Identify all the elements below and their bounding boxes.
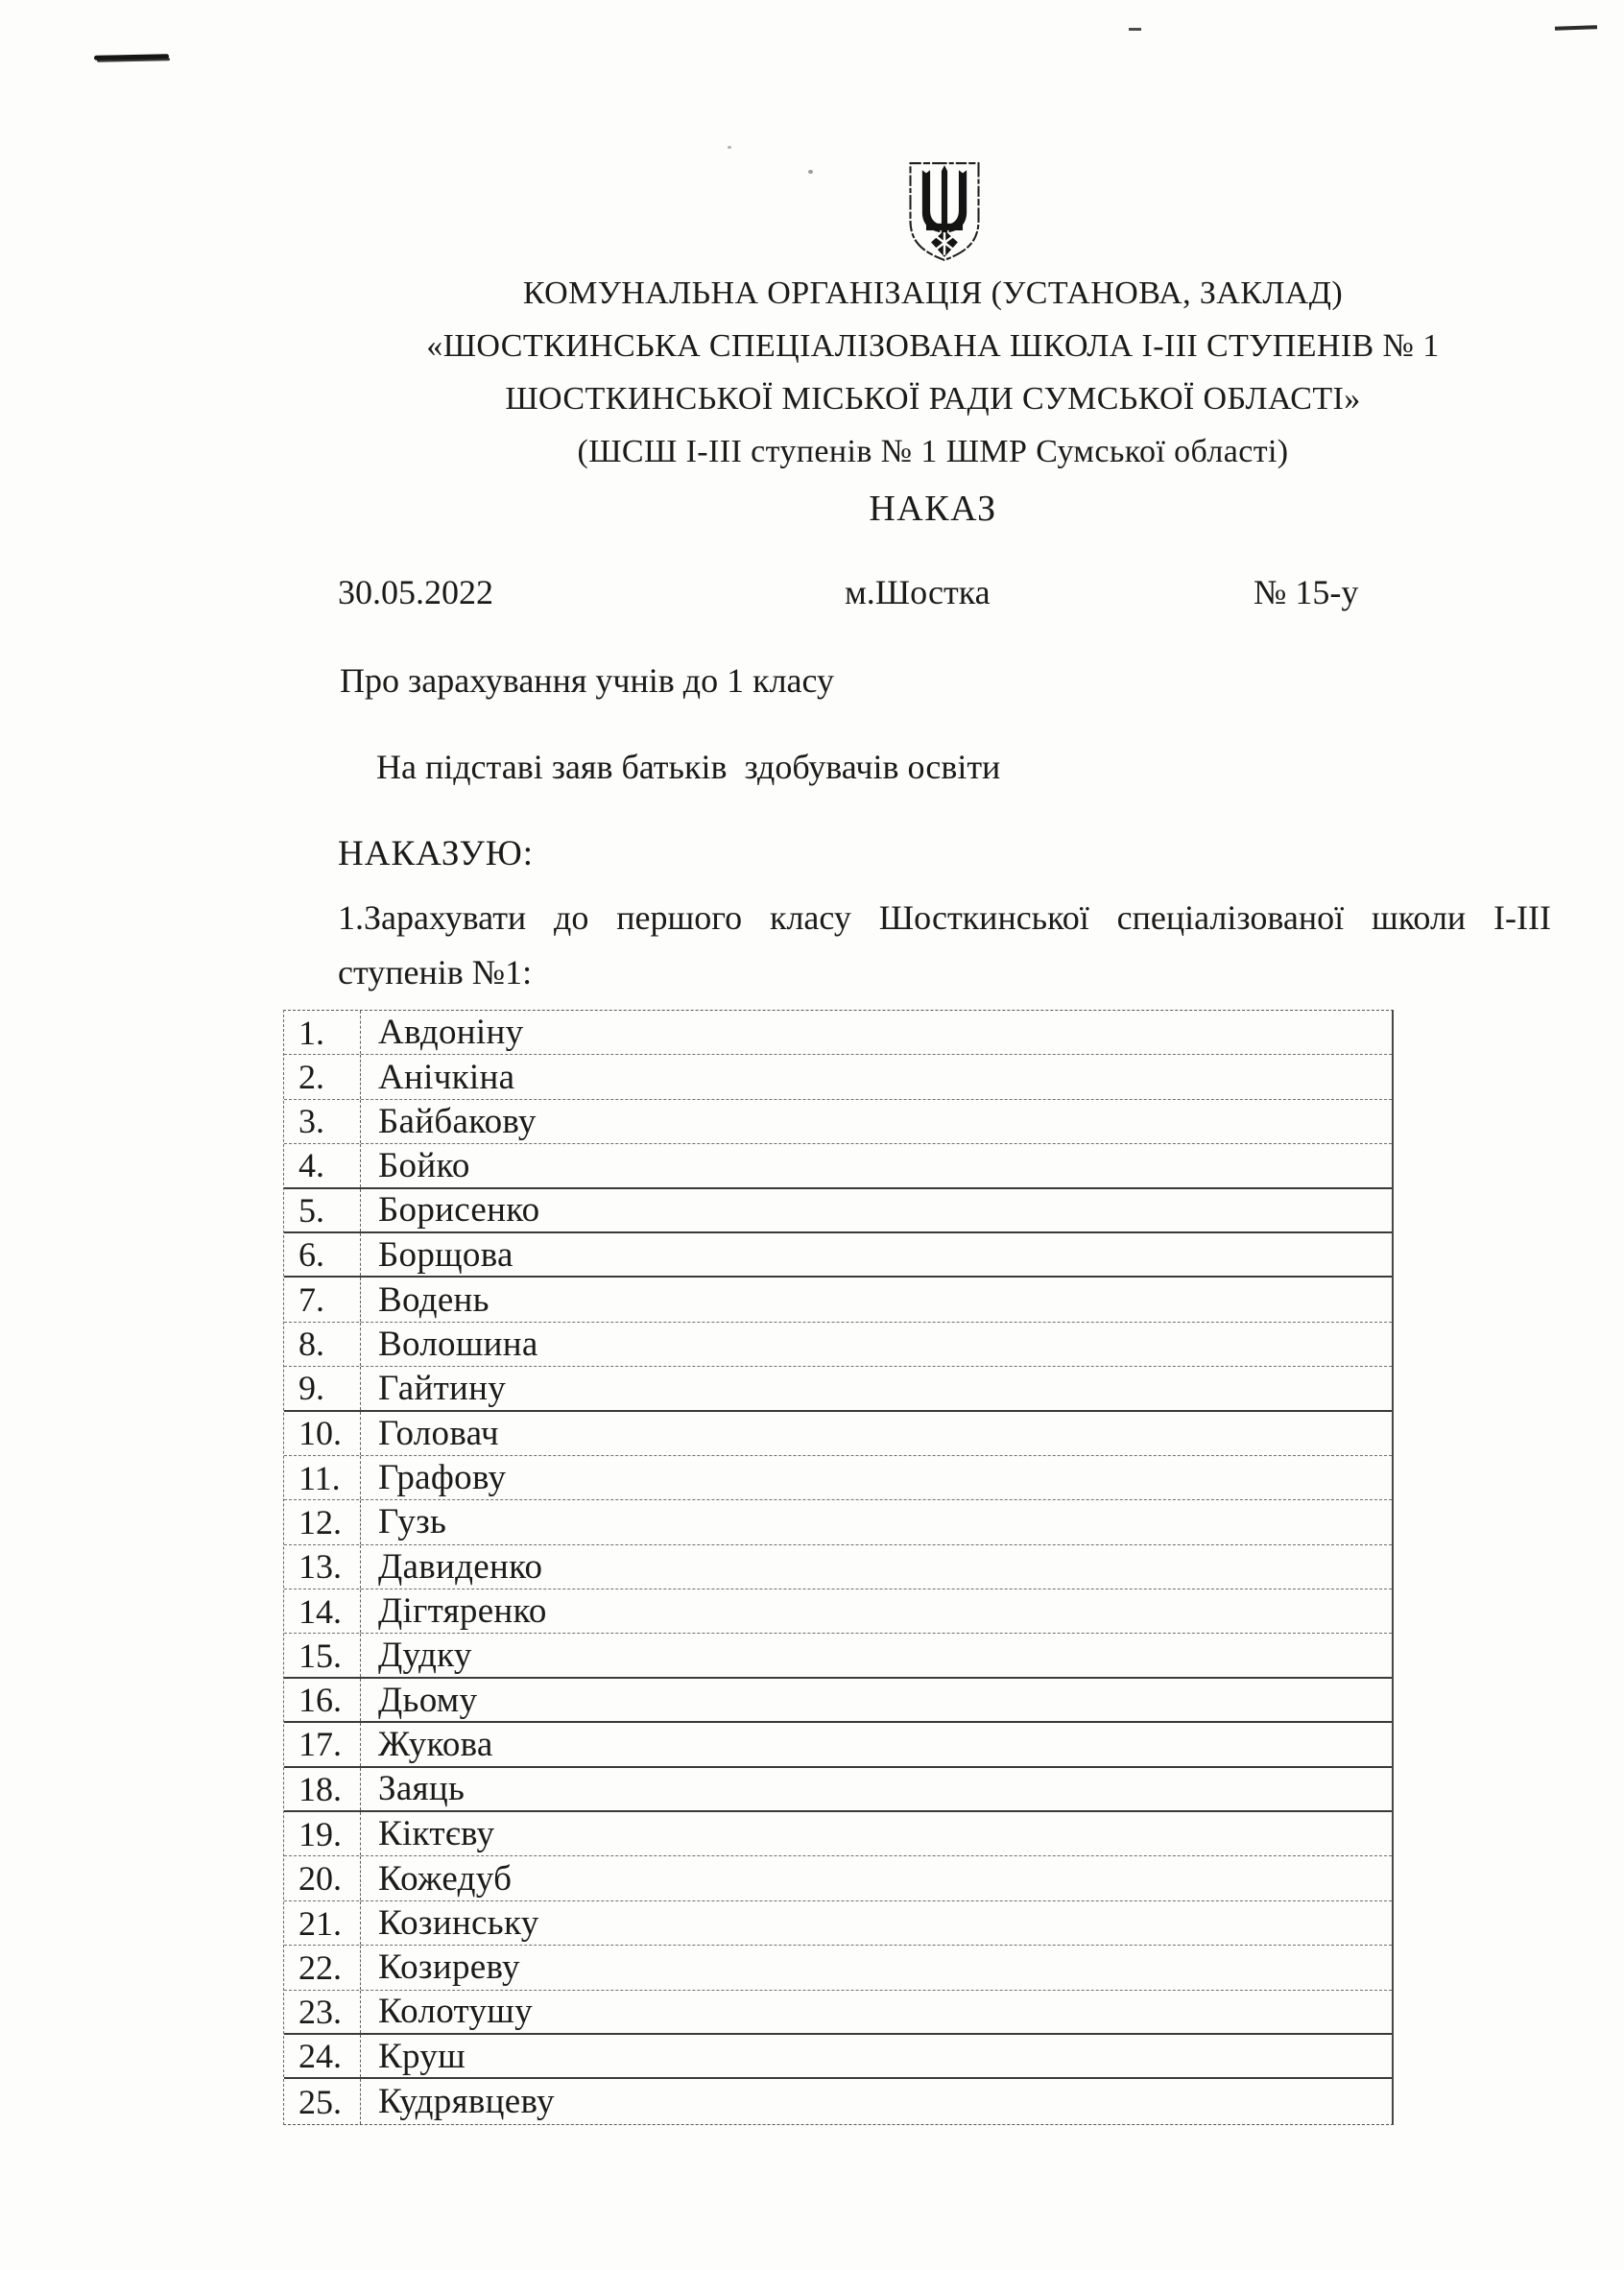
student-surname: Водень — [378, 1279, 490, 1320]
table-row — [284, 1500, 1392, 1544]
row-number: 11. — [284, 1456, 361, 1499]
row-number: 6. — [284, 1233, 361, 1276]
table-row — [284, 1011, 1392, 1055]
table-row — [284, 1144, 1392, 1188]
student-surname: Гузь — [378, 1502, 447, 1542]
row-number: 25. — [284, 2079, 361, 2123]
org-name-line1: КОМУНАЛЬНА ОРГАНІЗАЦІЯ (УСТАНОВА, ЗАКЛАД) — [522, 275, 1344, 311]
row-number: 7. — [284, 1278, 361, 1321]
ukraine-trident-emblem-icon — [906, 161, 983, 263]
row-number: 16. — [284, 1679, 361, 1721]
row-number: 14. — [284, 1589, 361, 1633]
student-surname: Заяць — [378, 1769, 466, 1809]
student-surname: Борщова — [378, 1234, 513, 1275]
table-row — [284, 1901, 1392, 1946]
table-row — [284, 2079, 1392, 2123]
table-row — [284, 1812, 1392, 1856]
student-surname: Дудку — [378, 1636, 472, 1676]
table-row — [284, 1634, 1392, 1678]
row-number: 15. — [284, 1634, 361, 1676]
organization-header — [251, 267, 1614, 478]
order-basis: На підставі заяв батьків здобувачів освіти — [376, 748, 1001, 786]
row-number: 8. — [284, 1323, 361, 1366]
row-number: 20. — [284, 1856, 361, 1900]
org-name-line4: (ШСШ І-ІІІ ступенів № 1 ШМР Сумської області) — [577, 434, 1289, 469]
student-surname: Дьому — [378, 1680, 478, 1720]
row-number: 5. — [284, 1189, 361, 1231]
student-surname: Козинську — [378, 1903, 539, 1943]
table-row — [284, 1189, 1392, 1233]
row-number: 4. — [284, 1144, 361, 1186]
row-number: 23. — [284, 1991, 361, 2033]
row-number: 17. — [284, 1723, 361, 1765]
table-row — [284, 1768, 1392, 1812]
table-row — [284, 1723, 1392, 1767]
order-resolution: НАКАЗУЮ: — [338, 834, 535, 873]
student-surname: Волошина — [378, 1324, 538, 1364]
table-row — [284, 1991, 1392, 2035]
order-date: 30.05.2022 — [338, 573, 493, 611]
student-surname: Давиденко — [378, 1546, 543, 1587]
table-row — [284, 1545, 1392, 1589]
students-table — [283, 1010, 1394, 2125]
student-surname: Авдоніну — [378, 1013, 524, 1053]
scan-artifact — [728, 146, 731, 149]
table-row — [284, 2035, 1392, 2079]
table-row — [284, 1456, 1392, 1500]
table-row — [284, 1323, 1392, 1367]
student-surname: Жукова — [378, 1724, 493, 1764]
row-number: 19. — [284, 1812, 361, 1855]
order-subject: Про зарахування учнів до 1 класу — [340, 661, 835, 700]
org-name-line2: «ШОСТКИНСЬКА СПЕЦІАЛІЗОВАНА ШКОЛА І-ІІІ СТУПЕНІВ № 1 — [426, 328, 1440, 364]
order-place: м.Шостка — [845, 573, 991, 611]
student-surname: Головач — [378, 1413, 499, 1453]
row-number: 10. — [284, 1412, 361, 1455]
table-row — [284, 1233, 1392, 1278]
table-row — [284, 1856, 1392, 1900]
document-type-title: НАКАЗ — [869, 489, 997, 529]
row-number: 12. — [284, 1500, 361, 1543]
student-surname: Бойко — [378, 1145, 470, 1185]
student-surname: Гайтину — [378, 1368, 507, 1408]
table-row — [284, 1055, 1392, 1099]
row-number: 13. — [284, 1545, 361, 1589]
row-number: 9. — [284, 1367, 361, 1409]
table-row — [284, 1367, 1392, 1411]
row-number: 21. — [284, 1901, 361, 1945]
student-surname: Дігтяренко — [378, 1591, 547, 1632]
table-row — [284, 1946, 1392, 1990]
row-number: 24. — [284, 2035, 361, 2077]
student-surname: Графову — [378, 1458, 507, 1498]
student-surname: Анічкіна — [378, 1057, 515, 1097]
row-number: 22. — [284, 1946, 361, 1989]
student-surname: Кудрявцеву — [378, 2082, 555, 2122]
row-number: 1. — [284, 1011, 361, 1054]
student-surname: Борисенко — [378, 1190, 540, 1231]
scan-artifact — [1129, 28, 1141, 31]
student-surname: Козиреву — [378, 1947, 520, 1988]
scan-artifact — [808, 170, 813, 174]
row-number: 3. — [284, 1100, 361, 1143]
student-surname: Круш — [378, 2036, 466, 2076]
scan-artifact — [1555, 25, 1597, 31]
row-number: 18. — [284, 1768, 361, 1810]
org-name-line3: ШОСТКИНСЬКОЇ МІСЬКОЇ РАДИ СУМСЬКОЇ ОБЛАСТІ» — [505, 381, 1361, 417]
student-surname: Колотушу — [378, 1992, 533, 2032]
table-row — [284, 1589, 1392, 1634]
table-row — [284, 1100, 1392, 1144]
student-surname: Кіктєву — [378, 1814, 495, 1854]
student-surname: Кожедуб — [378, 1858, 513, 1899]
order-item-1: 1.Зарахувати до першого класу Шосткинської спеціалізованої школи І-ІІІ ступенів №1: — [338, 898, 1551, 992]
student-surname: Байбакову — [378, 1101, 537, 1141]
table-row — [284, 1679, 1392, 1723]
table-row — [284, 1412, 1392, 1456]
row-number: 2. — [284, 1055, 361, 1098]
order-number: № 15-у — [1254, 573, 1359, 611]
table-row — [284, 1278, 1392, 1322]
scan-artifact — [94, 54, 169, 60]
